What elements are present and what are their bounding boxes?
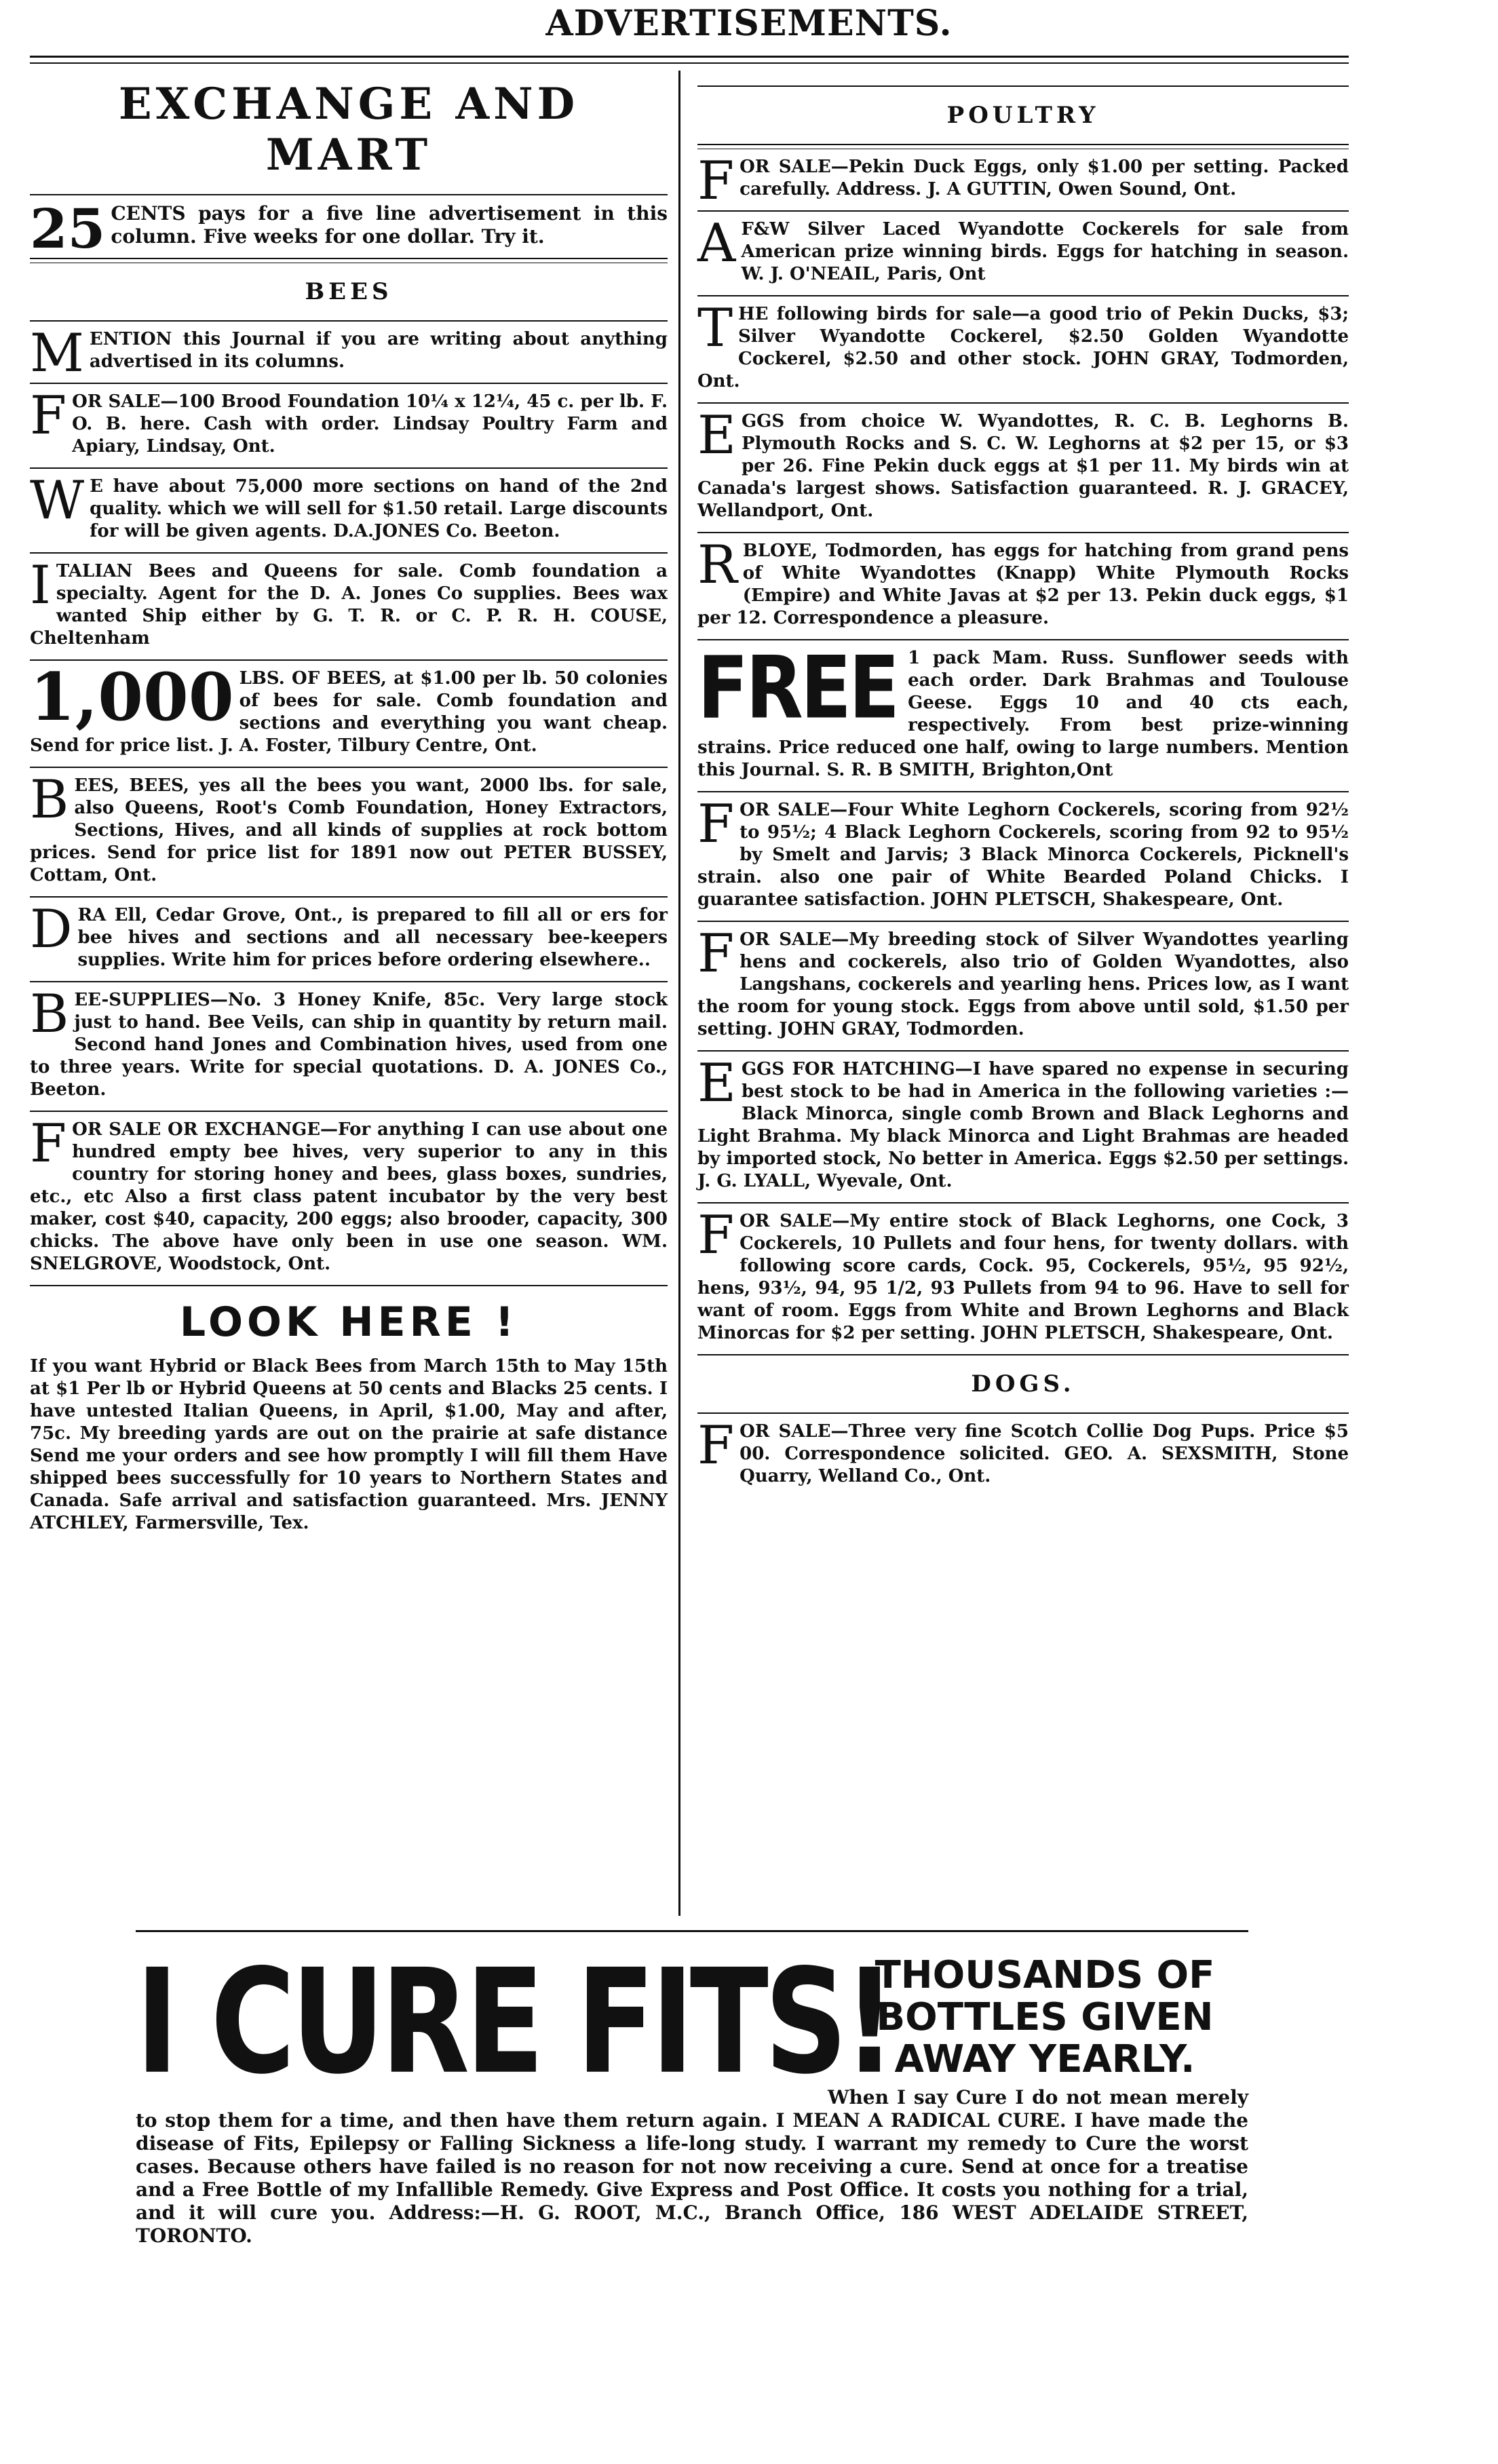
drop-cap: F (697, 151, 735, 212)
divider (30, 981, 668, 982)
cure-text: merely to stop them for a time, and then have them return again. I MEAN A RADICAL CURE. I have made the disease of Fits, Epilepsy or Falling Sickness a life-long study. I warrant my remedy to Cure the worst cases. Because others have failed is no reason for not now receiving a cure. Send at once for a treatise and a Free Bottle of my Infallible Remedy. Give Express and Post Office. It costs you nothing for a trial, and it will cure you. Address:—H. G. ROOT, M.C., Branch Office, 186 WEST ADELAIDE STREET, TORONTO. (136, 2086, 1248, 2247)
divider (30, 896, 668, 898)
drop-cap: I (30, 555, 51, 616)
classified-ad (697, 638, 1349, 782)
ad-text: OR SALE—100 Brood Foundation 10¼ x 12¼, 45 c. per lb. F. O. B. here. Cash with order. Lindsay Poultry Farm and Apiary, Lindsay, Ont. (72, 391, 668, 457)
ad-text: BLOYE, Todmorden, has eggs for hatching from grand pens of White Wyandottes (Knapp) White Plymouth Rocks (Empire) and White Javas at $2 per 13. Pekin duck eggs, $1 per 12. Correspondence a pleasure. (697, 541, 1349, 628)
left-column (30, 79, 668, 1544)
poultry-heading: POULTRY (946, 102, 1100, 129)
drop-cap: B (30, 769, 69, 830)
divider (697, 1354, 1349, 1355)
classified-ad (697, 794, 1349, 911)
page-title: ADVERTISEMENTS. (545, 3, 953, 44)
cure-separator-rule (136, 1930, 1248, 1932)
ad-text: OR SALE—My breeding stock of Silver Wyandottes yearling hens and cockerels, also trio of Golden Wyandottes, also Langshans, cockerels and yearling hens. Prices low, as I want the room for young stock. Eggs from above until sold, $1.50 per setting. JOHN GRAY, Todmorden. (697, 929, 1349, 1039)
cure-thousands-heading: THOUSANDS OF BOTTLES GIVEN AWAY YEARLY. (875, 1953, 1215, 2081)
divider (30, 1111, 668, 1112)
divider (697, 1202, 1349, 1204)
divider (697, 532, 1349, 533)
top-rule-2 (30, 62, 1349, 64)
drop-cap: F (30, 385, 67, 446)
top-rule (30, 56, 1349, 58)
divider (697, 295, 1349, 296)
drop-cap: D (30, 899, 73, 960)
ad-text: CENTS pays for a five line advertisement in this column. Five weeks for one dollar. Try it. (111, 202, 668, 248)
classified-ad (697, 405, 1349, 522)
classified-ad (697, 1205, 1349, 1345)
divider (30, 1285, 668, 1286)
intro-ad (30, 197, 668, 261)
divider (697, 791, 1349, 792)
ad-text: OR SALE OR EXCHANGE—For anything I can use about one hundred empty bee hives, very superior to any in this country for storing honey and bees, glass boxes, sundries, etc., etc Also a first class patent incubator by the very best maker, cost $40, capacity, 200 eggs; also brooder, capacity, 300 chicks. The above have only been in use one season. WM. SNELGROVE, Woodstock, Ont. (30, 1119, 668, 1274)
drop-cap: 1,000 (30, 659, 234, 735)
drop-cap: F (697, 794, 735, 855)
divider (697, 1050, 1349, 1052)
classified-ad (30, 899, 668, 971)
divider (697, 144, 1349, 149)
ad-text: F&W Silver Laced Wyandotte Cockerels for sale from American prize winning birds. Eggs for hatching in season. W. J. O'NEAIL, Paris, Ont (741, 219, 1349, 284)
ad-text: E have about 75,000 more sections on hand of the 2nd quality. which we will sell for $1.50 retail. Large discounts for will be given agents. D.A.JONES Co. Beeton. (90, 476, 668, 541)
ad-text: EES, BEES, yes all the bees you want, 2000 lbs. for sale, also Queens, Root's Comb Foundation, Honey Extractors, Sections, Hives, and all kinds of supplies at rock bottom prices. Send for price list for 1891 now out PETER BUSSEY, Cottam, Ont. (30, 775, 668, 885)
drop-cap: E (697, 405, 736, 466)
cure-fits-title: I CURE FITS! (136, 1938, 892, 2106)
drop-cap: W (30, 470, 85, 531)
classified-ad (30, 323, 668, 384)
divider (30, 467, 668, 469)
divider (30, 383, 668, 384)
drop-cap: A (697, 213, 736, 274)
ad-text: RA Ell, Cedar Grove, Ont., is prepared to fill all or ers for bee hives and sections and all necessary bee-keepers supplies. Write him for prices before ordering elsewhere.. (77, 905, 668, 970)
classified-ad (697, 1053, 1349, 1193)
divider (30, 194, 668, 195)
classified-ad (30, 769, 668, 887)
classified-ad (697, 298, 1349, 393)
drop-cap: E (697, 1053, 736, 1114)
divider (30, 320, 668, 322)
bees-heading: BEES (305, 278, 393, 305)
classified-ad (30, 984, 668, 1101)
drop-cap: F (697, 1415, 735, 1476)
divider (30, 767, 668, 768)
ad-text: HE following birds for sale—a good trio of Pekin Ducks, $3; Silver Wyandotte Cockerel, $2.50 Golden Wyandotte Cockerel, $2.50 and other stock. JOHN GRAY, Todmorden, Ont. (697, 304, 1349, 391)
drop-cap: B (30, 984, 69, 1045)
classified-ad (697, 535, 1349, 630)
right-column (697, 79, 1349, 1497)
divider (697, 1412, 1349, 1414)
exchange-and-mart-title: EXCHANGE AND MART (118, 79, 579, 180)
dogs-heading: DOGS. (971, 1370, 1075, 1398)
ad-text: GGS FOR HATCHING—I have spared no expense in securing best stock to be had in America in the following varieties :— Black Minorca, single comb Brown and Black Leghorns and Light Brahma. My black Minorca and Light Brahmas are headed by imported stock, No better in America. Eggs $2.50 per settings. J. G. LYALL, Wyevale, Ont. (697, 1059, 1349, 1191)
classified-ad (697, 213, 1349, 286)
cure-fits-body (136, 2086, 1248, 2248)
drop-cap: T (697, 298, 733, 359)
ad-text: ENTION this Journal if you are writing about anything advertised in its columns. (89, 329, 668, 372)
drop-cap-free: FREE (697, 638, 898, 738)
ad-text: GGS from choice W. Wyandottes, R. C. B. Leghorns B. Plymouth Rocks and S. C. W. Leghorns at $2 per 15, or $3 per 26. Fine Pekin duck eggs at $1 per 11. My birds win at Canada's largest shows. Satisfaction guaranteed. R. J. GRACEY, Wellandport, Ont. (697, 411, 1349, 521)
divider (30, 258, 668, 263)
drop-cap: 25 (30, 197, 106, 261)
ad-text: OR SALE—Four White Leghorn Cockerels, scoring from 92½ to 95½; 4 Black Leghorn Cockerels, scoring from 92 to 95½ by Smelt and Jarvis; 3 Black Minorca Cockerels, Picknell's strain. also one pair of White Bearded Poland Chicks. I guarantee satisfaction. JOHN PLETSCH, Shakespeare, Ont. (697, 800, 1349, 910)
ad-text: 1 pack Mam. Russ. Sunflower seeds with each order. Dark Brahmas and Toulouse Geese. Eggs 10 and 40 cts each, respectively. From best prize-winning strains. Price reduced one half, owing to large numbers. Mention this Journal. S. R. B SMITH, Brighton,Ont (697, 648, 1349, 780)
classified-ad (30, 470, 668, 543)
divider (30, 552, 668, 554)
look-here-ad: If you want Hybrid or Black Bees from March 15th to May 15th at $1 Per lb or Hybrid Queens at 50 cents and Blacks 25 cents. I have untested Italian Queens, in April, $1.00, May and after, 75c. My breeding yards are out on the prairie at safe distance Send me your orders and see how promptly I will fill them Have shipped bees successfully for 10 years to Northern States and Canada. Safe arrival and satisfaction guaranteed. Mrs. JENNY ATCHLEY, Farmersville, Tex. (30, 1356, 668, 1533)
ad-text: LBS. OF BEES, at $1.00 per lb. 50 colonies of bees for sale. Comb foundation and sections and everything you want cheap. Send for price list. J. A. Foster, Tilbury Centre, Ont. (30, 668, 668, 756)
drop-cap: M (30, 323, 84, 384)
drop-cap: F (697, 1205, 735, 1266)
ad-text: OR SALE—My entire stock of Black Leghorns, one Cock, 3 Cockerels, 10 Pullets and four hens, for twenty dollars. with following score cards, Cock. 95, Cockerels, 95½, 95 92½, hens, 93½, 94, 95 1/2, 93 Pullets from 94 to 96. Have to sell for want of room. Eggs from White and Brown Leghorns and Black Minorcas for $2 per setting. JOHN PLETSCH, Shakespeare, Ont. (697, 1211, 1349, 1343)
classified-ad (30, 1113, 668, 1275)
classified-ad (30, 385, 668, 458)
classified-ad (30, 659, 668, 757)
ad-text: OR SALE—Pekin Duck Eggs, only $1.00 per setting. Packed carefully. Address. J. A GUTTIN, Owen Sound, Ont. (740, 157, 1349, 199)
divider (697, 210, 1349, 212)
divider (697, 921, 1349, 922)
classified-ad (30, 555, 668, 650)
ad-text: OR SALE—Three very fine Scotch Collie Dog Pups. Price $5 00. Correspondence solicited. GEO. A. SEXSMITH, Stone Quarry, Welland Co., Ont. (740, 1421, 1349, 1486)
column-divider (678, 71, 680, 1916)
classified-ad (697, 1415, 1349, 1488)
classified-ad (697, 151, 1349, 212)
drop-cap: F (697, 923, 735, 984)
ad-text: EE-SUPPLIES—No. 3 Honey Knife, 85c. Very large stock just to hand. Bee Veils, can ship in quantity by return mail. Second hand Jones and Combination hives, used from one to three years. Write for special quotations. D. A. JONES Co., Beeton. (30, 990, 668, 1100)
ad-text: TALIAN Bees and Queens for sale. Comb foundation a specialty. Agent for the D. A. Jones Co supplies. Bees wax wanted Ship either by G. T. R. or C. P. R. H. COUSE, Cheltenham (30, 561, 668, 649)
divider (697, 402, 1349, 404)
classified-ad (697, 923, 1349, 1041)
drop-cap: F (30, 1113, 67, 1174)
look-here-heading: LOOK HERE ! (179, 1298, 518, 1346)
cure-lead: When I say Cure I do not mean (828, 2086, 1168, 2109)
drop-cap: R (697, 535, 737, 596)
divider (697, 85, 1349, 87)
